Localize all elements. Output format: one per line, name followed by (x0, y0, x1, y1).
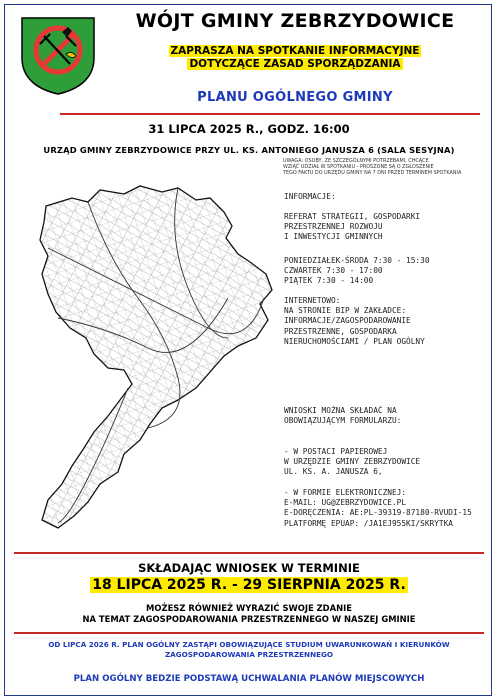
invitation-text (100, 45, 490, 71)
meeting-venue: URZĄD GMINY ZEBRZYDOWICE PRZY UL. KS. ANTONIEGO JANUSZA 6 (SALA SESYJNA) (43, 145, 455, 155)
divider-middle (14, 552, 484, 554)
divider-top (60, 113, 480, 115)
divider-bottom (14, 632, 484, 634)
info-heading: INFORMACJE: (284, 192, 336, 201)
office-hours: PONIEDZIAŁEK-ŚRODA 7:30 - 15:30 CZWARTEK 7:30 - 17:00 PIĄTEK 7:30 - 14:00 (284, 256, 430, 286)
electronic-submission: - W FORMIE ELEKTRONICZNEJ: E-MAIL: UG@ZEBRZYDOWICE.PL E-DORĘCZENIA: AE:PL-39319-87180-RVUDI-15 PLATFORMĘ EPUAP: /JA1EJ955KI/SKRYTKA (284, 488, 472, 528)
footer-statement: PLAN OGÓLNY BEDZIE PODSTAWĄ UCHWALANIA PLANÓW MIEJSCOWYCH (73, 674, 425, 684)
deadline-range: 18 LIPCA 2025 R. - 29 SIERPNIA 2025 R. (92, 577, 406, 593)
online-info: INTERNETOWO: NA STRONIE BIP W ZAKŁADCE: INFORMACJE/ZAGOSPODAROWANIE PRZESTRZENNE, GOSPODARKA NIERUCHOMOŚCIAMI / PLAN OGÓLNY (284, 296, 425, 346)
paper-submission: - W POSTACI PAPIEROWEJ W URZĘDZIE GMINY ZEBRZYDOWICE UL. KS. A. JANUSZA 6, (284, 447, 421, 477)
invite-line-2: DOTYCZĄCE ZASAD SPORZĄDZANIA (189, 58, 401, 70)
opinion-text: MOŻESZ RÓWNIEŻ WYRAZIĆ SWOJE ZDANIE NA TEMAT ZAGOSPODAROWANIA PRZESTRZENNEGO W NASZEJ GMINIE (82, 603, 416, 624)
meeting-date: 31 LIPCA 2025 R., GODZ. 16:00 (148, 122, 350, 136)
page-title: WÓJT GMINY ZEBRZYDOWICE (135, 10, 455, 32)
municipality-map (28, 178, 278, 540)
department-block: REFERAT STRATEGII, GOSPODARKI PRZESTRZENNEJ ROZWOJU I INWESTYCJI GMINNYCH (284, 212, 421, 242)
coat-of-arms-icon (18, 14, 98, 96)
accessibility-note: UWAGA: OSOBY, ZE SZCZEGÓLNYMI POTRZEBAMI, CHCĄCE WZIĄĆ UDZIAŁ W SPOTKANIU - PROSZONE SĄ O ZGŁOSZENIE TEGO FAKTU DO URZĘDU GMINY NA 7 DNI PRZED TERMINEM SPOTKANIA (283, 158, 462, 176)
forms-info: WNIOSKI MOŻNA SKŁADAĆ NA OBOWIĄZUJĄCYM FORMULARZU: (284, 406, 402, 426)
deadline-label: SKŁADAJĄC WNIOSEK W TERMINIE (138, 561, 360, 575)
plan-heading: PLANU OGÓLNEGO GMINY (197, 90, 393, 105)
footer-notice: OD LIPCA 2026 R. PLAN OGÓLNY ZASTĄPI OBOWIĄZUJĄCE STUDIUM UWARUNKOWAŃ I KIERUNKÓW ZAGOSPODAROWANIA PRZESTRZENNEGO (48, 640, 450, 659)
invite-line-1: ZAPRASZA NA SPOTKANIE INFORMACYJNE (170, 45, 420, 57)
